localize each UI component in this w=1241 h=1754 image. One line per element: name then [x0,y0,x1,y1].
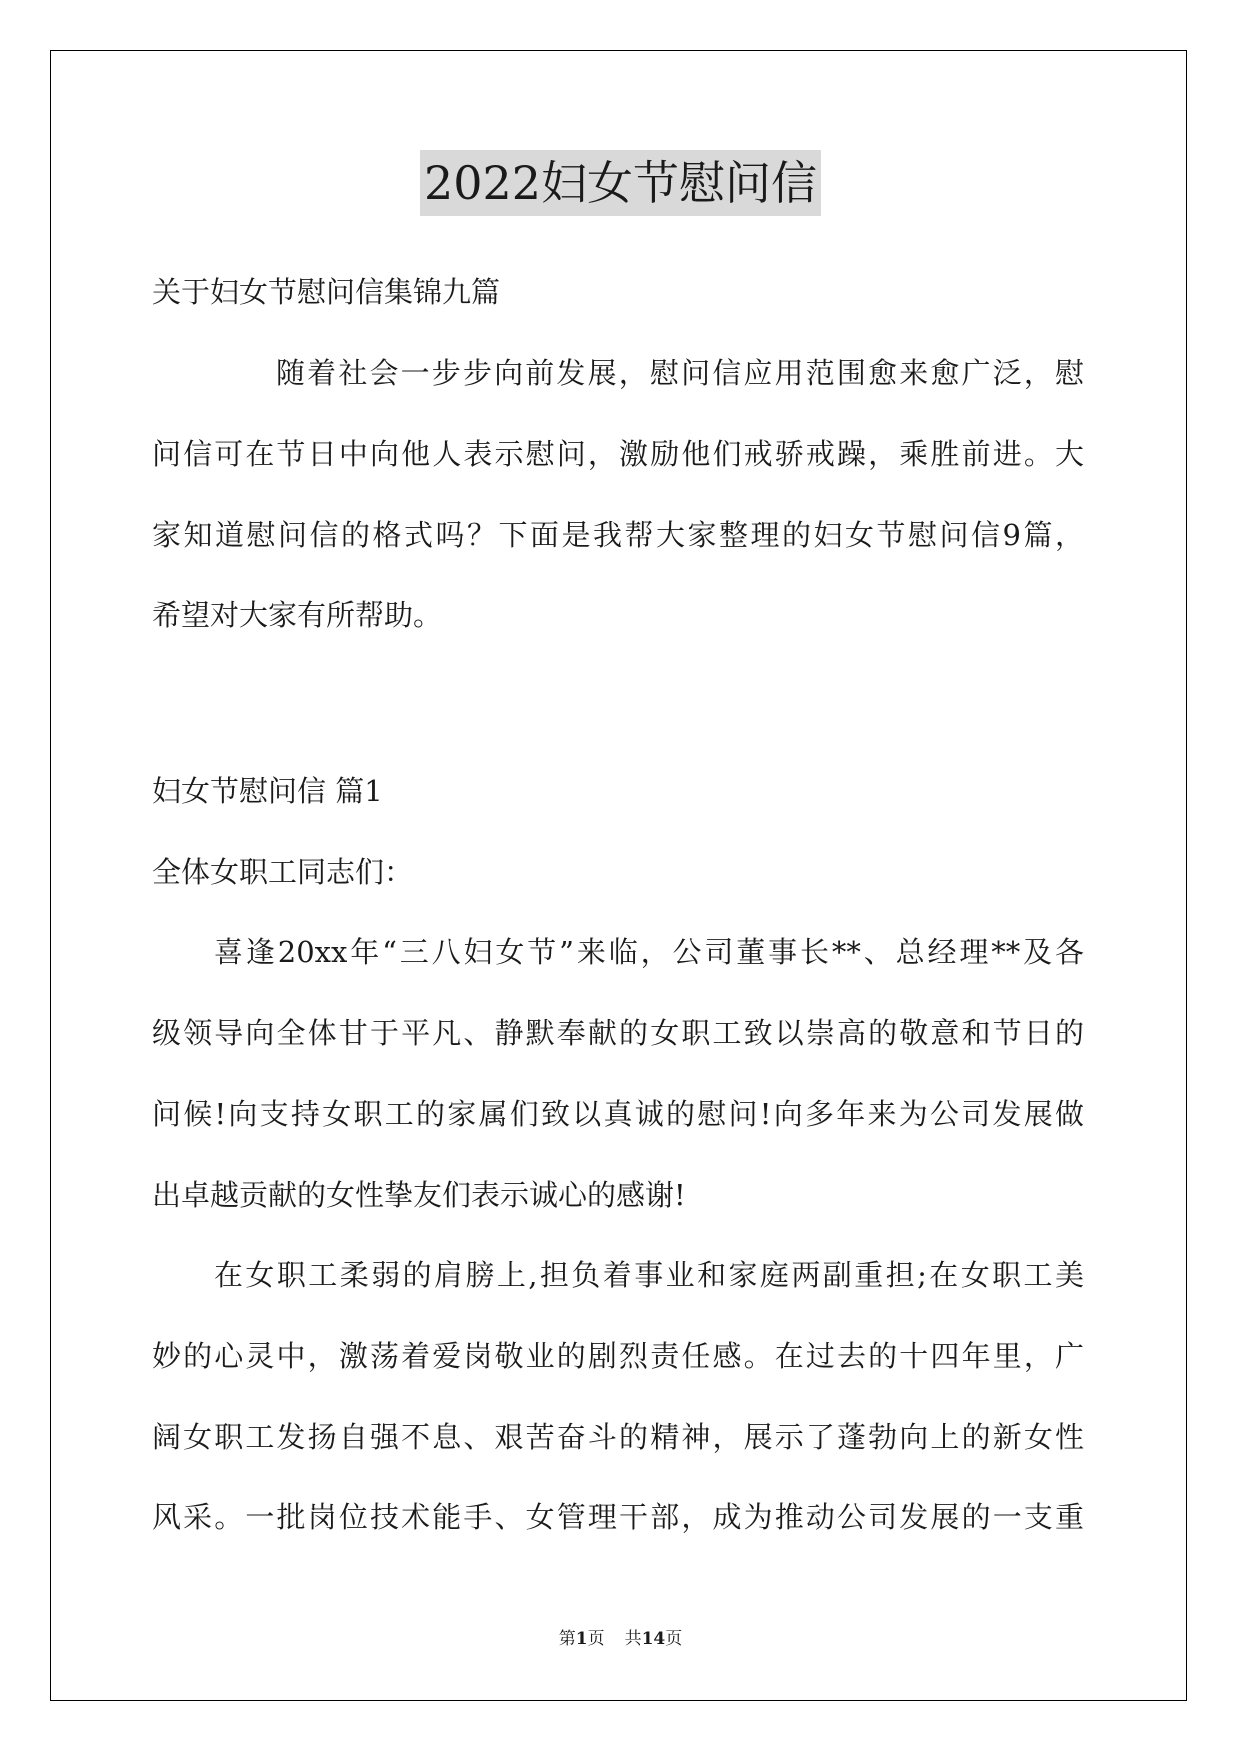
paragraph2-line-2: 妙的心灵中，激荡着爱岗敬业的剧烈责任感。在过去的十四年里，广 [152,1339,1084,1373]
document-subtitle: 关于妇女节慰问信集锦九篇 [152,275,501,309]
page-footer [0,1627,1241,1651]
page-suffix: 页 [587,1629,605,1649]
document-title: 2022妇女节慰问信 [420,150,821,216]
intro-line-4: 希望对大家有所帮助。 [152,598,443,632]
title-container [0,150,1241,216]
paragraph1-line-2: 级领导向全体甘于平凡、静默奉献的女职工致以崇高的敬意和节日的 [152,1016,1084,1050]
page-total: 14 [641,1629,666,1649]
intro-line-3: 家知道慰问信的格式吗？下面是我帮大家整理的妇女节慰问信9篇， [152,518,1084,552]
paragraph2-line-4: 风采。一批岗位技术能手、女管理干部，成为推动公司发展的一支重 [152,1500,1084,1534]
paragraph1-line-4: 出卓越贡献的女性挚友们表示诚心的感谢! [152,1178,686,1212]
paragraph2-line-1: 在女职工柔弱的肩膀上,担负着事业和家庭两副重担;在女职工美 [214,1258,1084,1292]
intro-line-2: 问信可在节日中向他人表示慰问，激励他们戒骄戒躁，乘胜前进。大 [152,437,1084,471]
intro-line-1: 随着社会一步步向前发展，慰问信应用范围愈来愈广泛，慰 [276,356,1084,390]
paragraph2-line-3: 阔女职工发扬自强不息、艰苦奋斗的精神，展示了蓬勃向上的新女性 [152,1420,1084,1454]
section-heading: 妇女节慰问信 篇1 [152,774,383,808]
paragraph1-line-3: 问候!向支持女职工的家属们致以真诚的慰问!向多年来为公司发展做 [152,1097,1084,1131]
total-suffix: 页 [665,1629,683,1649]
salutation: 全体女职工同志们： [152,855,414,889]
total-prefix: 共 [624,1629,642,1649]
page-current: 1 [575,1629,588,1649]
paragraph1-line-1: 喜逢20xx年“三八妇女节”来临，公司董事长**、总经理**及各 [214,935,1084,969]
page-prefix: 第 [558,1629,576,1649]
